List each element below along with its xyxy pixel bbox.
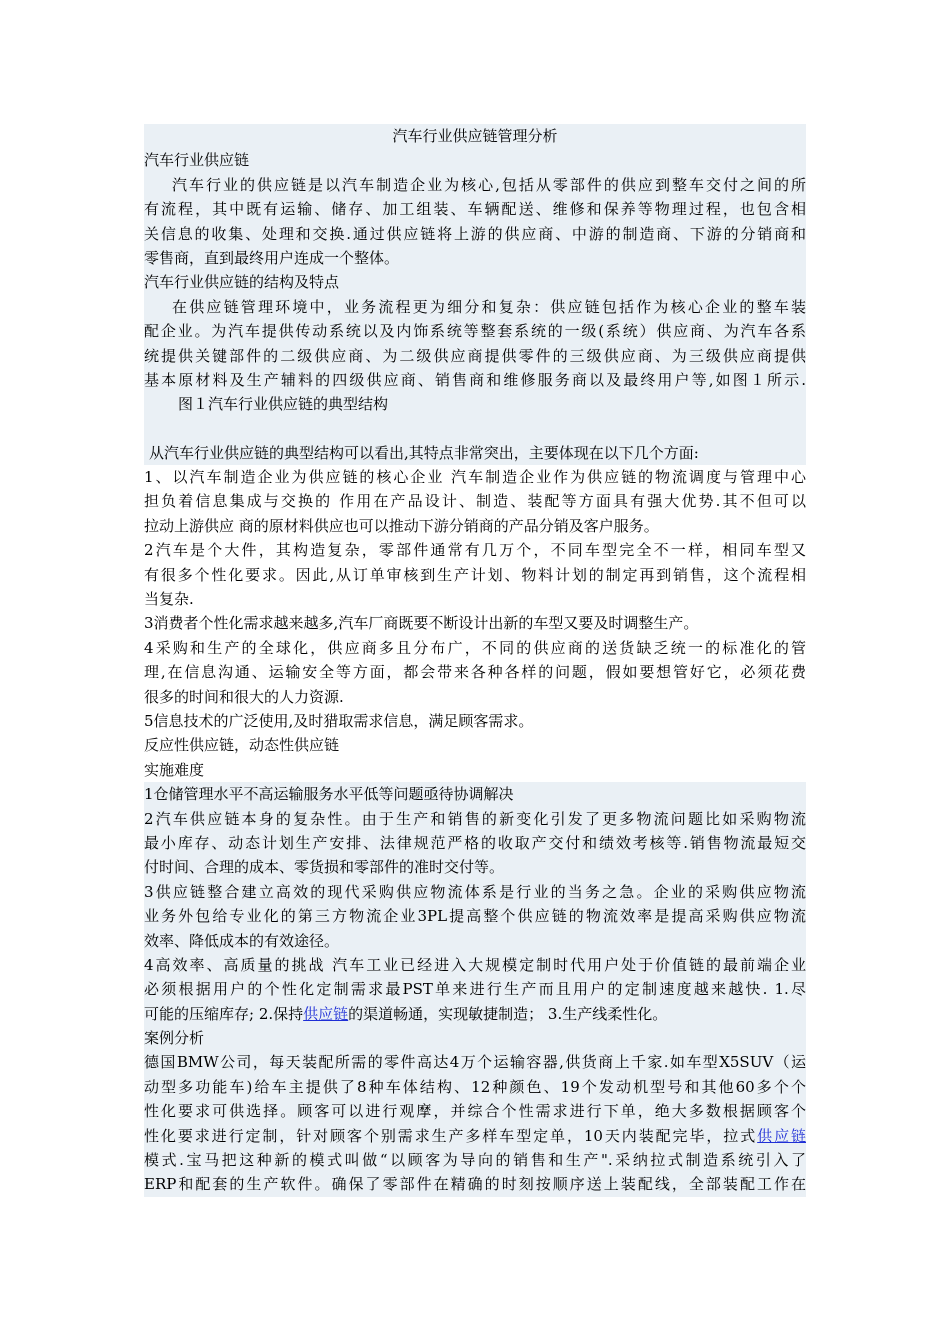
list-item: 5信息技术的广泛使用,及时猎取需求信息，满足顾客需求。: [144, 711, 534, 730]
supply-chain-link[interactable]: 供应链: [303, 1004, 349, 1023]
list-item: 3消费者个性化需求越来越多,汽车厂商既要不断设计出新的车型又要及时调整生产。: [144, 614, 699, 633]
figure-placeholder: [144, 417, 806, 441]
list-item: 2汽车是个大件，其构造复杂，零部件通常有几万个，不同车型完全不一样，相同车型又 有很多个性化要求。因此,从订单审核到生产计划、物料计划的制定再到销售，这个流程相 当复杂.: [144, 541, 806, 609]
difficulty-item: 1仓储管理水平不高运输服务水平低等问题亟待协调解决: [144, 782, 806, 806]
difficulty-item: 2汽车供应链本身的复杂性。由于生产和销售的新变化引发了更多物流问题比如采购物流 最小库存、动态计划生产安排、法律规范严格的收取产交付和绩效考核等.销售物流最短交 付时间、合理的成本、零货损和零部件的准时交付等。: [144, 807, 806, 880]
list-item: 4采购和生产的全球化，供应商多且分布广，不同的供应商的送货缺乏统一的标准化的管 理,在信息沟通、运输安全等方面，都会带来各种各样的问题，假如要想管好它，必须花费 很多的时间和很大的人力资源.: [144, 638, 806, 706]
section-heading: 反应性供应链，动态性供应链: [144, 736, 340, 755]
difficulty-item: 3供应链整合建立高效的现代采购供应物流体系是行业的当务之急。企业的采购供应物流 业务外包给专业化的第三方物流企业3PL提高整个供应链的物流效率是提高采购供应物流 效率、降低成本的有效途径。: [144, 880, 806, 953]
paragraph-summary: 从汽车行业供应链的典型结构可以看出,其特点非常突出，主要体现在以下几个方面:: [144, 441, 806, 465]
supply-chain-link[interactable]: 供应链: [757, 1126, 806, 1145]
section-heading: 汽车行业供应链的结构及特点: [144, 270, 806, 294]
section-heading: 案例分析: [144, 1026, 806, 1050]
figure-caption: 图１汽车行业供应链的典型结构: [144, 392, 806, 416]
paragraph-intro: 汽车行业的供应链是以汽车制造企业为核心,包括从零部件的供应到整车交付之间的所 有流程，其中既有运输、储存、加工组装、车辆配送、维修和保养等物理过程，也包含相 关信息的收集、处理和交换.通过供应链将上游的供应商、中游的制造商、下游的分销商和 零售商，直到最终用户连成一个整体。: [144, 173, 806, 271]
section-heading: 汽车行业供应链: [144, 148, 806, 172]
case-paragraph: 德国BMW公司，每天装配所需的零件高达4万个运输容器,供货商上千家.如车型X5SUV（运 动型多功能车)给车主提供了8种车体结构、12种颜色、19个发动机型号和其他60多个个 性化要求可供选择。顾客可以进行观摩，并综合个性需求进行下单，绝大多数根据顾客个 性化要求进行定制，针对顾客个别需求生产多样车型定单，10天内装配完毕，拉式供应链 模式.宝马把这种新的模式叫做“以顾客为导向的销售和生产".采纳拉式制造系统引入了 ERP和配套的生产软件。确保了零部件在精确的时刻按顺序送上装配线，全部装配工作在: [144, 1050, 806, 1196]
document-page: [144, 124, 806, 1197]
difficulty-item: 4高效率、高质量的挑战 汽车工业已经进入大规模定制时代用户处于价值链的最前端企业 必须根据用户的个性化定制需求最PST单来进行生产而且用户的定制速度越来越快. 1.尽 可能的压缩库存; 2.保持供应链的渠道畅通，实现敏捷制造； 3.生产线柔性化。: [144, 953, 806, 1026]
list-item: 1、以汽车制造企业为供应链的核心企业 汽车制造企业作为供应链的物流调度与管理中心 担负着信息集成与交换的 作用在产品设计、制造、装配等方面具有强大优势.其不但可以 拉动上游供应 商的原材料供应也可以推动下游分销商的产品分销及客户服务。: [144, 468, 806, 535]
paragraph-structure: 在供应链管理环境中，业务流程更为细分和复杂：供应链包括作为核心企业的整车装 配企业。为汽车提供传动系统以及内饰系统等整套系统的一级(系统）供应商、为汽车各系 统提供关键部件的二级供应商、为二级供应商提供零件的三级供应商、为三级供应商提供 基本原材料及生产辅料的四级供应商、销售商和维修服务商以及最终用户等,如图１所示.: [144, 295, 806, 393]
section-heading: 实施难度: [144, 760, 205, 779]
document-title: 汽车行业供应链管理分析: [144, 124, 806, 148]
